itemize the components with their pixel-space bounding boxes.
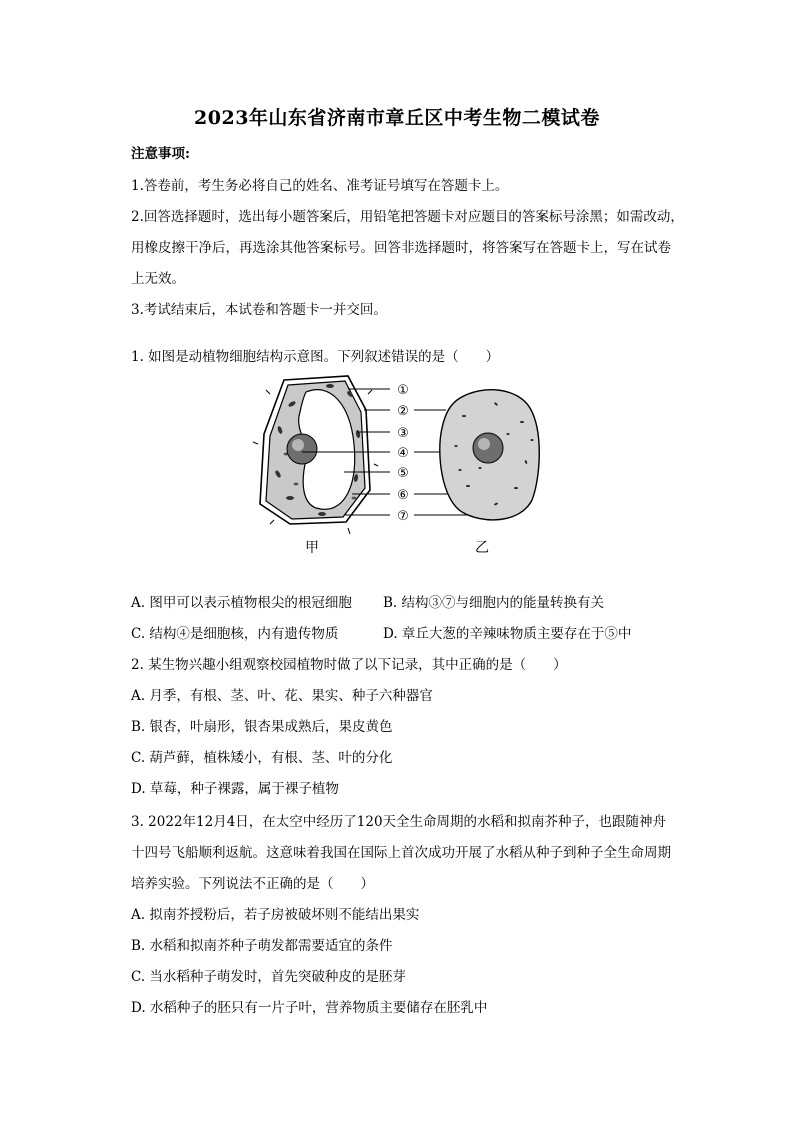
question-1-option-c: C. 结构④是细胞核，内有遗传物质 [131, 626, 339, 642]
note-item: 上无效。 [131, 271, 185, 287]
question-1-stem: 1. 如图是动植物细胞结构示意图。下列叙述错误的是（ ） [131, 349, 500, 365]
question-3-stem-line-1: 3. 2022年12月4日，在太空中经历了120天全生命周期的水稻和拟南芥种子，也跟随神舟 [131, 814, 667, 830]
label-7: ⑦ [397, 509, 409, 524]
note-item: 1.答卷前，考生务必将自己的姓名、准考证号填写在答题卡上。 [131, 178, 509, 194]
label-2: ② [397, 404, 409, 419]
label-1: ① [397, 383, 409, 398]
question-3-option-d: D. 水稻种子的胚只有一片子叶，营养物质主要储存在胚乳中 [131, 1000, 488, 1016]
note-item: 3.考试结束后，本试卷和答题卡一并交回。 [131, 302, 387, 318]
label-5: ⑤ [397, 466, 409, 481]
question-3-stem-line-3: 培养实验。下列说法不正确的是（ ） [131, 876, 374, 892]
caption-yi: 乙 [475, 540, 489, 556]
question-2-stem: 2. 某生物兴趣小组观察校园植物时做了以下记录，其中正确的是（ ） [131, 657, 567, 673]
structure-labels [397, 383, 409, 524]
label-3: ③ [397, 426, 409, 441]
question-2-option-c: C. 葫芦藓，植株矮小，有根、茎、叶的分化 [131, 750, 393, 766]
question-1-option-a: A. 图甲可以表示植物根尖的根冠细胞 [131, 595, 352, 611]
label-4: ④ [397, 446, 409, 461]
question-1-option-b: B. 结构③⑦与细胞内的能量转换有关 [383, 595, 605, 611]
note-item: 用橡皮擦干净后，再选涂其他答案标号。回答非选择题时，将答案写在答题卡上，写在试卷 [131, 240, 671, 256]
cell-structure-diagram [250, 374, 550, 559]
caption-jia: 甲 [305, 540, 319, 556]
question-3-option-c: C. 当水稻种子萌发时，首先突破种皮的是胚芽 [131, 969, 406, 985]
figure-captions [305, 540, 489, 556]
question-3-stem-line-2: 十四号飞船顺利返航。这意味着我国在国际上首次成功开展了水稻从种子到种子全生命周期 [131, 845, 671, 861]
note-item: 2.回答选择题时，选出每小题答案后，用铅笔把答题卡对应题目的答案标号涂黑；如需改动， [131, 209, 684, 225]
plant-cell-figure [253, 376, 378, 534]
nucleus-highlight [292, 439, 304, 451]
question-3-option-a: A. 拟南芥授粉后，若子房被破坏则不能结出果实 [131, 907, 420, 923]
question-2-option-a: A. 月季，有根、茎、叶、花、果实、种子六种器官 [131, 688, 433, 704]
question-1-option-d: D. 章丘大葱的辛辣味物质主要存在于⑤中 [383, 626, 632, 642]
question-2-option-d: D. 草莓，种子裸露，属于裸子植物 [131, 781, 339, 797]
label-6: ⑥ [397, 488, 409, 503]
notes-heading: 注意事项: [131, 146, 190, 162]
question-3-option-b: B. 水稻和拟南芥种子萌发都需要适宜的条件 [131, 938, 393, 954]
animal-cell-figure [440, 390, 539, 520]
question-2-option-b: B. 银杏，叶扇形，银杏果成熟后，果皮黄色 [131, 719, 393, 735]
page-title: 2023年山东省济南市章丘区中考生物二模试卷 [194, 107, 600, 129]
